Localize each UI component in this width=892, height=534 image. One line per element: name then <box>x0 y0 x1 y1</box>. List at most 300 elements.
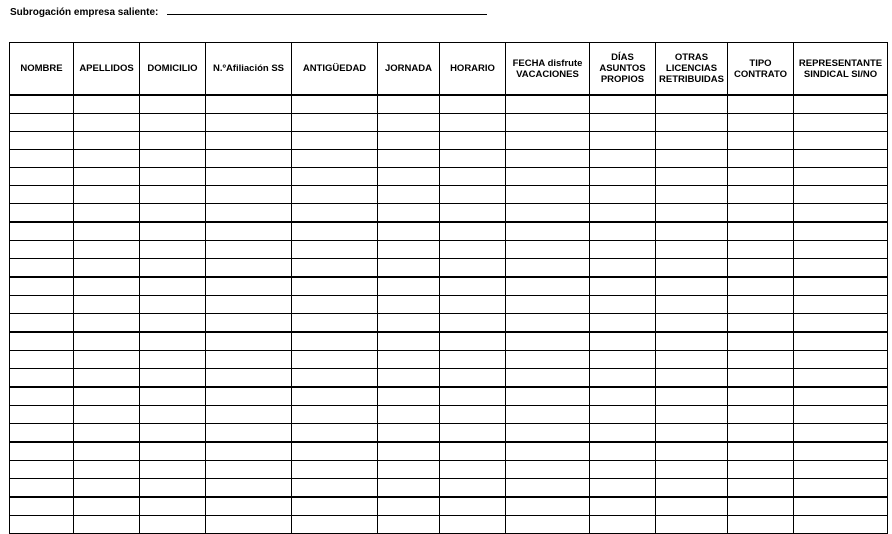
table-cell[interactable] <box>728 296 794 314</box>
table-cell[interactable] <box>506 168 590 186</box>
table-cell[interactable] <box>506 277 590 296</box>
table-cell[interactable] <box>590 114 656 132</box>
table-cell[interactable] <box>728 497 794 516</box>
table-cell[interactable] <box>590 369 656 388</box>
table-row <box>10 222 888 241</box>
table-cell[interactable] <box>206 369 292 388</box>
table-cell[interactable] <box>656 351 728 369</box>
table-cell[interactable] <box>590 204 656 223</box>
table-cell[interactable] <box>140 241 206 259</box>
table-cell[interactable] <box>74 424 140 443</box>
table-cell[interactable] <box>794 461 888 479</box>
table-cell[interactable] <box>378 168 440 186</box>
table-cell[interactable] <box>794 314 888 333</box>
table-cell[interactable] <box>590 332 656 351</box>
table-cell[interactable] <box>794 204 888 223</box>
table-cell[interactable] <box>206 332 292 351</box>
table-cell[interactable] <box>440 204 506 223</box>
table-cell[interactable] <box>378 296 440 314</box>
table-cell[interactable] <box>140 387 206 406</box>
table-cell[interactable] <box>590 132 656 150</box>
table-cell[interactable] <box>590 406 656 424</box>
table-cell[interactable] <box>140 442 206 461</box>
table-cell[interactable] <box>206 186 292 204</box>
table-cell[interactable] <box>656 222 728 241</box>
table-cell[interactable] <box>378 424 440 443</box>
table-cell[interactable] <box>292 168 378 186</box>
table-cell[interactable] <box>292 424 378 443</box>
table-cell[interactable] <box>656 186 728 204</box>
table-cell[interactable] <box>506 332 590 351</box>
table-cell[interactable] <box>656 387 728 406</box>
table-cell[interactable] <box>140 406 206 424</box>
table-cell[interactable] <box>292 132 378 150</box>
table-cell[interactable] <box>378 497 440 516</box>
table-cell[interactable] <box>206 479 292 498</box>
table-cell[interactable] <box>10 461 74 479</box>
table-cell[interactable] <box>506 296 590 314</box>
table-cell[interactable] <box>794 406 888 424</box>
table-cell[interactable] <box>506 114 590 132</box>
table-cell[interactable] <box>378 186 440 204</box>
table-cell[interactable] <box>74 150 140 168</box>
table-cell[interactable] <box>10 369 74 388</box>
table-cell[interactable] <box>728 332 794 351</box>
table-cell[interactable] <box>206 442 292 461</box>
table-cell[interactable] <box>292 406 378 424</box>
table-cell[interactable] <box>506 95 590 114</box>
table-cell[interactable] <box>440 241 506 259</box>
table-cell[interactable] <box>728 406 794 424</box>
table-cell[interactable] <box>292 277 378 296</box>
table-cell[interactable] <box>440 114 506 132</box>
table-cell[interactable] <box>794 150 888 168</box>
table-cell[interactable] <box>74 186 140 204</box>
table-cell[interactable] <box>74 296 140 314</box>
table-cell[interactable] <box>656 516 728 534</box>
table-cell[interactable] <box>656 296 728 314</box>
table-cell[interactable] <box>74 516 140 534</box>
table-cell[interactable] <box>728 479 794 498</box>
table-cell[interactable] <box>292 259 378 278</box>
table-cell[interactable] <box>206 150 292 168</box>
table-cell[interactable] <box>292 114 378 132</box>
table-cell[interactable] <box>74 114 140 132</box>
table-cell[interactable] <box>140 351 206 369</box>
table-cell[interactable] <box>590 461 656 479</box>
table-cell[interactable] <box>506 150 590 168</box>
table-cell[interactable] <box>10 516 74 534</box>
table-cell[interactable] <box>292 442 378 461</box>
table-cell[interactable] <box>440 351 506 369</box>
table-cell[interactable] <box>506 204 590 223</box>
table-cell[interactable] <box>656 204 728 223</box>
table-cell[interactable] <box>10 204 74 223</box>
table-cell[interactable] <box>74 204 140 223</box>
table-cell[interactable] <box>794 277 888 296</box>
table-cell[interactable] <box>10 114 74 132</box>
table-cell[interactable] <box>378 461 440 479</box>
table-cell[interactable] <box>140 332 206 351</box>
table-cell[interactable] <box>378 95 440 114</box>
table-cell[interactable] <box>506 351 590 369</box>
table-cell[interactable] <box>206 95 292 114</box>
table-cell[interactable] <box>590 259 656 278</box>
table-cell[interactable] <box>140 479 206 498</box>
table-cell[interactable] <box>590 351 656 369</box>
table-cell[interactable] <box>74 442 140 461</box>
table-cell[interactable] <box>378 132 440 150</box>
table-cell[interactable] <box>794 516 888 534</box>
table-cell[interactable] <box>378 387 440 406</box>
table-cell[interactable] <box>506 314 590 333</box>
table-cell[interactable] <box>378 479 440 498</box>
table-cell[interactable] <box>74 461 140 479</box>
table-cell[interactable] <box>74 259 140 278</box>
table-cell[interactable] <box>728 222 794 241</box>
table-cell[interactable] <box>292 332 378 351</box>
table-cell[interactable] <box>794 351 888 369</box>
table-cell[interactable] <box>656 461 728 479</box>
table-cell[interactable] <box>378 204 440 223</box>
table-cell[interactable] <box>590 479 656 498</box>
table-cell[interactable] <box>10 351 74 369</box>
table-cell[interactable] <box>440 332 506 351</box>
table-cell[interactable] <box>728 314 794 333</box>
table-cell[interactable] <box>292 296 378 314</box>
table-cell[interactable] <box>506 369 590 388</box>
table-cell[interactable] <box>10 479 74 498</box>
table-cell[interactable] <box>140 222 206 241</box>
table-cell[interactable] <box>292 461 378 479</box>
table-cell[interactable] <box>10 277 74 296</box>
table-cell[interactable] <box>206 277 292 296</box>
table-row <box>10 497 888 516</box>
table-cell[interactable] <box>728 351 794 369</box>
table-cell[interactable] <box>292 222 378 241</box>
table-cell[interactable] <box>728 95 794 114</box>
table-cell[interactable] <box>440 461 506 479</box>
table-cell[interactable] <box>656 424 728 443</box>
table-cell[interactable] <box>440 314 506 333</box>
table-cell[interactable] <box>656 369 728 388</box>
table-cell[interactable] <box>292 186 378 204</box>
table-cell[interactable] <box>378 222 440 241</box>
table-cell[interactable] <box>506 186 590 204</box>
table-cell[interactable] <box>292 516 378 534</box>
table-cell[interactable] <box>728 168 794 186</box>
table-cell[interactable] <box>378 332 440 351</box>
table-cell[interactable] <box>440 259 506 278</box>
table-cell[interactable] <box>794 241 888 259</box>
table-row <box>10 461 888 479</box>
table-cell[interactable] <box>140 369 206 388</box>
table-cell[interactable] <box>206 387 292 406</box>
table-cell[interactable] <box>590 222 656 241</box>
table-cell[interactable] <box>794 186 888 204</box>
table-cell[interactable] <box>378 241 440 259</box>
table-cell[interactable] <box>590 497 656 516</box>
table-cell[interactable] <box>440 168 506 186</box>
table-cell[interactable] <box>74 132 140 150</box>
table-cell[interactable] <box>506 259 590 278</box>
table-cell[interactable] <box>140 259 206 278</box>
employee-subrogation-table <box>9 42 888 534</box>
table-cell[interactable] <box>590 516 656 534</box>
table-cell[interactable] <box>656 95 728 114</box>
table-cell[interactable] <box>506 497 590 516</box>
table-cell[interactable] <box>10 95 74 114</box>
table-cell[interactable] <box>140 186 206 204</box>
table-cell[interactable] <box>74 387 140 406</box>
table-cell[interactable] <box>440 387 506 406</box>
table-cell[interactable] <box>506 241 590 259</box>
table-cell[interactable] <box>590 296 656 314</box>
table-cell[interactable] <box>728 516 794 534</box>
table-cell[interactable] <box>206 241 292 259</box>
table-cell[interactable] <box>10 168 74 186</box>
table-cell[interactable] <box>10 387 74 406</box>
table-cell[interactable] <box>656 168 728 186</box>
table-cell[interactable] <box>206 132 292 150</box>
table-cell[interactable] <box>656 497 728 516</box>
table-cell[interactable] <box>378 277 440 296</box>
table-cell[interactable] <box>292 369 378 388</box>
table-cell[interactable] <box>506 424 590 443</box>
table-cell[interactable] <box>506 516 590 534</box>
table-cell[interactable] <box>206 424 292 443</box>
table-cell[interactable] <box>440 406 506 424</box>
column-header-antiguedad: ANTIGÜEDAD <box>292 43 378 96</box>
table-cell[interactable] <box>74 277 140 296</box>
table-cell[interactable] <box>440 277 506 296</box>
table-cell[interactable] <box>440 442 506 461</box>
table-cell[interactable] <box>506 387 590 406</box>
table-cell[interactable] <box>292 314 378 333</box>
table-cell[interactable] <box>10 406 74 424</box>
table-cell[interactable] <box>506 442 590 461</box>
table-cell[interactable] <box>794 479 888 498</box>
table-cell[interactable] <box>206 461 292 479</box>
table-cell[interactable] <box>140 296 206 314</box>
table-cell[interactable] <box>206 314 292 333</box>
table-cell[interactable] <box>292 387 378 406</box>
table-cell[interactable] <box>656 406 728 424</box>
table-cell[interactable] <box>728 259 794 278</box>
table-cell[interactable] <box>440 479 506 498</box>
table-cell[interactable] <box>140 168 206 186</box>
table-cell[interactable] <box>140 314 206 333</box>
table-cell[interactable] <box>440 222 506 241</box>
table-cell[interactable] <box>378 406 440 424</box>
table-cell[interactable] <box>590 186 656 204</box>
table-cell[interactable] <box>74 332 140 351</box>
table-cell[interactable] <box>440 132 506 150</box>
table-cell[interactable] <box>10 442 74 461</box>
table-cell[interactable] <box>292 479 378 498</box>
table-cell[interactable] <box>440 150 506 168</box>
table-cell[interactable] <box>10 150 74 168</box>
table-cell[interactable] <box>74 222 140 241</box>
table-cell[interactable] <box>10 296 74 314</box>
table-cell[interactable] <box>74 351 140 369</box>
table-cell[interactable] <box>506 132 590 150</box>
table-cell[interactable] <box>794 424 888 443</box>
table-cell[interactable] <box>206 516 292 534</box>
table-cell[interactable] <box>728 387 794 406</box>
table-cell[interactable] <box>10 186 74 204</box>
table-cell[interactable] <box>378 516 440 534</box>
table-cell[interactable] <box>206 222 292 241</box>
table-cell[interactable] <box>74 241 140 259</box>
table-cell[interactable] <box>728 204 794 223</box>
table-cell[interactable] <box>140 497 206 516</box>
table-cell[interactable] <box>292 351 378 369</box>
table-row <box>10 424 888 443</box>
table-cell[interactable] <box>10 332 74 351</box>
table-cell[interactable] <box>656 259 728 278</box>
table-cell[interactable] <box>656 442 728 461</box>
table-cell[interactable] <box>378 114 440 132</box>
column-header-domicilio: DOMICILIO <box>140 43 206 96</box>
table-cell[interactable] <box>440 516 506 534</box>
table-cell[interactable] <box>794 132 888 150</box>
table-row <box>10 516 888 534</box>
table-cell[interactable] <box>10 241 74 259</box>
table-cell[interactable] <box>10 259 74 278</box>
table-cell[interactable] <box>728 424 794 443</box>
table-cell[interactable] <box>378 442 440 461</box>
table-cell[interactable] <box>794 332 888 351</box>
table-cell[interactable] <box>656 332 728 351</box>
table-cell[interactable] <box>440 369 506 388</box>
table-cell[interactable] <box>140 150 206 168</box>
table-cell[interactable] <box>590 387 656 406</box>
table-cell[interactable] <box>206 114 292 132</box>
table-cell[interactable] <box>656 150 728 168</box>
table-cell[interactable] <box>794 114 888 132</box>
table-cell[interactable] <box>206 351 292 369</box>
table-cell[interactable] <box>794 95 888 114</box>
table-cell[interactable] <box>292 497 378 516</box>
table-cell[interactable] <box>10 222 74 241</box>
table-row <box>10 204 888 223</box>
column-header-representante-sindical: REPRESENTANTE SINDICAL SI/NO <box>794 43 888 96</box>
table-cell[interactable] <box>140 424 206 443</box>
table-cell[interactable] <box>794 296 888 314</box>
table-cell[interactable] <box>590 168 656 186</box>
table-cell[interactable] <box>656 132 728 150</box>
table-cell[interactable] <box>590 277 656 296</box>
table-cell[interactable] <box>140 132 206 150</box>
table-cell[interactable] <box>590 314 656 333</box>
table-cell[interactable] <box>378 351 440 369</box>
table-cell[interactable] <box>292 241 378 259</box>
table-cell[interactable] <box>440 95 506 114</box>
table-cell[interactable] <box>140 204 206 223</box>
table-cell[interactable] <box>440 186 506 204</box>
table-cell[interactable] <box>590 150 656 168</box>
table-cell[interactable] <box>506 406 590 424</box>
outgoing-company-field[interactable] <box>167 6 487 15</box>
table-cell[interactable] <box>590 95 656 114</box>
table-cell[interactable] <box>74 369 140 388</box>
table-cell[interactable] <box>10 132 74 150</box>
table-cell[interactable] <box>292 204 378 223</box>
table-cell[interactable] <box>206 204 292 223</box>
table-cell[interactable] <box>590 442 656 461</box>
table-cell[interactable] <box>10 314 74 333</box>
table-cell[interactable] <box>378 314 440 333</box>
table-cell[interactable] <box>728 442 794 461</box>
table-cell[interactable] <box>590 241 656 259</box>
table-cell[interactable] <box>74 314 140 333</box>
table-cell[interactable] <box>794 497 888 516</box>
table-cell[interactable] <box>728 132 794 150</box>
table-cell[interactable] <box>656 241 728 259</box>
table-cell[interactable] <box>10 424 74 443</box>
table-cell[interactable] <box>206 406 292 424</box>
table-cell[interactable] <box>140 95 206 114</box>
table-cell[interactable] <box>292 95 378 114</box>
table-cell[interactable] <box>140 461 206 479</box>
table-cell[interactable] <box>140 277 206 296</box>
table-cell[interactable] <box>794 387 888 406</box>
table-cell[interactable] <box>74 497 140 516</box>
table-cell[interactable] <box>378 150 440 168</box>
table-cell[interactable] <box>506 461 590 479</box>
table-cell[interactable] <box>728 241 794 259</box>
table-cell[interactable] <box>728 369 794 388</box>
table-cell[interactable] <box>440 497 506 516</box>
table-cell[interactable] <box>794 259 888 278</box>
table-cell[interactable] <box>206 259 292 278</box>
table-cell[interactable] <box>440 424 506 443</box>
table-cell[interactable] <box>206 296 292 314</box>
table-cell[interactable] <box>794 442 888 461</box>
table-cell[interactable] <box>378 369 440 388</box>
table-cell[interactable] <box>728 461 794 479</box>
table-cell[interactable] <box>794 222 888 241</box>
table-cell[interactable] <box>590 424 656 443</box>
table-cell[interactable] <box>206 497 292 516</box>
table-cell[interactable] <box>656 479 728 498</box>
table-cell[interactable] <box>74 406 140 424</box>
table-cell[interactable] <box>656 277 728 296</box>
table-cell[interactable] <box>74 95 140 114</box>
table-cell[interactable] <box>794 369 888 388</box>
table-cell[interactable] <box>506 222 590 241</box>
table-cell[interactable] <box>74 479 140 498</box>
table-cell[interactable] <box>794 168 888 186</box>
table-cell[interactable] <box>74 168 140 186</box>
table-cell[interactable] <box>728 114 794 132</box>
table-cell[interactable] <box>728 277 794 296</box>
table-cell[interactable] <box>728 150 794 168</box>
table-cell[interactable] <box>656 314 728 333</box>
table-cell[interactable] <box>378 259 440 278</box>
table-cell[interactable] <box>656 114 728 132</box>
table-cell[interactable] <box>292 150 378 168</box>
table-cell[interactable] <box>506 479 590 498</box>
table-cell[interactable] <box>440 296 506 314</box>
table-row <box>10 479 888 498</box>
table-cell[interactable] <box>140 114 206 132</box>
table-cell[interactable] <box>206 168 292 186</box>
table-cell[interactable] <box>10 497 74 516</box>
table-cell[interactable] <box>140 516 206 534</box>
table-cell[interactable] <box>728 186 794 204</box>
